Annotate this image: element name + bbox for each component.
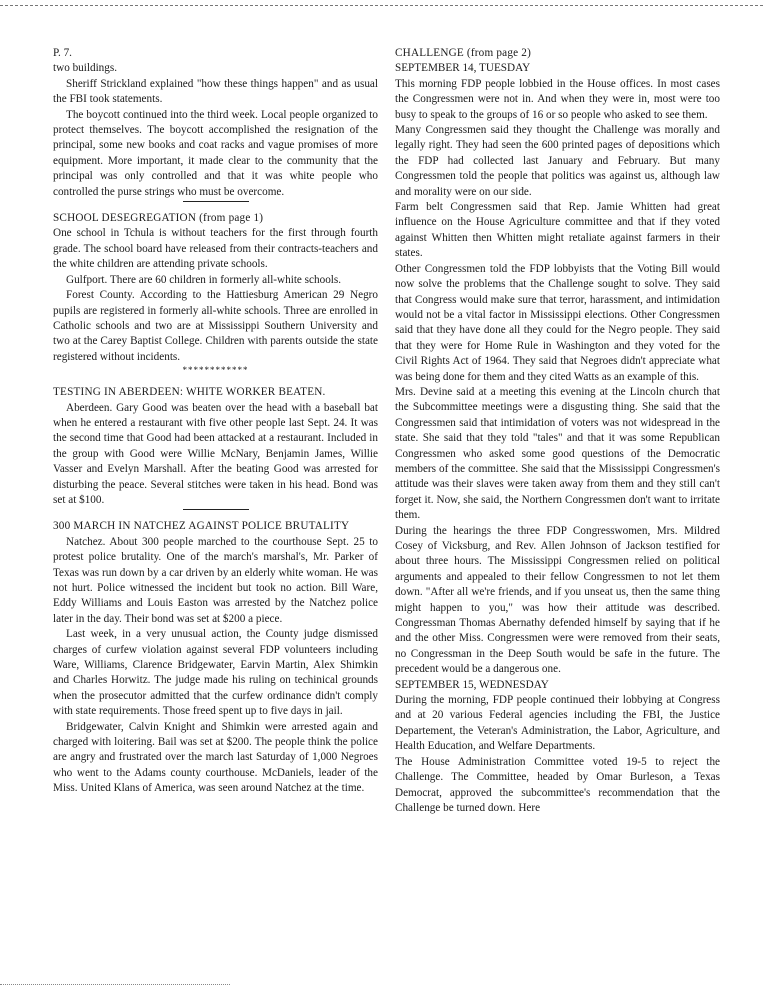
paragraph: The House Administration Committee voted 19-5 to reject the Challenge. The Committee, headed by Omar Burleson, a Texas Democrat, approved the subcommittee's recommendation that the Challenge be turned down. Here: [395, 755, 720, 814]
paragraph: Many Congressmen said they thought the Challenge was morally and legally right. They had seen the 600 printed pages of depositions which the FDP had collected last January and February. But many Congressmen told the people that politics was against us, although law and morality were on our side.: [395, 124, 720, 198]
paragraph: The boycott continued into the third week. Local people organized to protect themselves. The boycott accomplished the resignation of the principal, some new books and coat racks and vague promises of more equipment. More important, it made clear to the community that the principal was only controlled and that it was white people who controlled the purse strings who must be overcome.: [53, 108, 378, 198]
challenge-heading: CHALLENGE (from page 2): [395, 47, 532, 59]
paragraph: Bridgewater, Calvin Knight and Shimkin were arrested again and charged with loitering. Bail was set at $200. The people think the police are angry and frustrated over the march last Saturday of 1,000 Negroes who went to the Adams county courthouse. McDaniels, leader of the Miss. United Klans of America, was seen around Natchez at the time.: [53, 720, 378, 795]
paragraph: Sheriff Strickland explained "how these things happen" and as usual the FBI took statements.: [53, 77, 378, 106]
bottom-rule: [0, 984, 230, 985]
date-heading: SEPTEMBER 14, TUESDAY: [395, 62, 531, 75]
paragraph: Gulfport. There are 60 children in formerly all-white schools.: [66, 273, 342, 286]
paragraph: Natchez. About 300 people marched to the courthouse Sept. 25 to protest police brutality. One of the march's marshal's, Mr. Parker of Texas was run down by a car driven by an elderly white woman. He was not hurt. Police witnessed the incident but took no action. Bill Ware, Eddy Williams and Louis Easton was arrested by the Natchez police later in the day. Their bond was set at $200 a piece.: [53, 535, 378, 625]
page-number: P. 7.: [53, 47, 72, 59]
paragraph: During the morning, FDP people continued their lobbying at Congress and at 20 various Federal agencies including the FBI, the Justice Departement, the Veteran's Administration, the Labor, Agriculture, and Health Education, and Welfare Departments.: [395, 694, 720, 753]
divider-line: [183, 509, 249, 510]
paragraph: During the hearings the three FDP Congresswomen, Mrs. Mildred Cosey of Vicksburg, and Rev. Allen Johnson of Jackson testified for about three hours. The Mississippi Congressmen relied on political arguments and appealed to their fellow Congressmen to not let them down. "After all we're friends, and if you unseat us, then the same thing might happen to you," was how their attitude was described. Congressman Thomas Abernathy defended himself by saying that if he and the other Miss. Congressmen were were removed from their seats, no Congressman in the Deep South would be safe in the future. The precedent would be a dangerous one.: [395, 524, 720, 676]
star-divider: ************: [182, 365, 249, 376]
divider-line: [183, 201, 249, 202]
paragraph: This morning FDP people lobbied in the House offices. In most cases the Congressmen were not in. And when they were in, most were too busy to speak to the groups of 16 or so people who asked to see them.: [395, 77, 720, 121]
right-column: [395, 46, 720, 816]
paragraph: Farm belt Congressmen said that Rep. Jamie Whitten had great influence on the House Agriculture committee and that if they voted against Whitten then Whitten might retaliate against farmers in their states.: [395, 201, 720, 260]
paragraph: Mrs. Devine said at a meeting this evening at the Lincoln church that the Subcommittee meetings were a disgusting thing. She said that the Congressmen said that intimidation of voters was not widespread in the state. She said that they told "tales" and that it was some Republican Congressmen who asked some good questions of the Democratic members of the committee. She said that the Mississippi Congressmen's attitude was their slaves were taken away from them and they still can't forget it. Now, she said, the Northern Congressmen don't want to irritate them.: [395, 385, 720, 522]
aberdeen-heading: TESTING IN ABERDEEN: WHITE WORKER BEATEN.: [53, 386, 326, 399]
paragraph: two buildings.: [53, 62, 118, 75]
natchez-heading: 300 MARCH IN NATCHEZ AGAINST POLICE BRUTALITY: [53, 520, 350, 533]
paragraph: One school in Tchula is without teachers for the first through fourth grade. The school board have released from their contracts-teachers and the white children are attending private schools.: [53, 227, 378, 271]
school-desegregation-heading: SCHOOL DESEGREGATION (from page 1): [53, 212, 264, 225]
top-rule: [0, 5, 763, 6]
paragraph: Aberdeen. Gary Good was beaten over the head with a baseball bat when he entered a restaurant with five other people last Sept. 24. It was the second time that Good had been attacked at a restaurant. Included in the group with Good were Willie McNary, Benjamin James, Willie Vasser and Evelyn Marshall. After the beating Good was arrested for disturbing the peace. Several stitches were taken in his head. Bond was set at $100.: [53, 401, 378, 506]
paragraph: Forest County. According to the Hattiesburg American 29 Negro pupils are registered in formerly all-white schools. Three are enrolled in Catholic schools and two are at Mississippi Southern University and two at the Carey Baptist College. Children with parents outside the state registered without incidents.: [53, 289, 378, 363]
date-heading: SEPTEMBER 15, WEDNESDAY: [395, 678, 549, 691]
paragraph: Last week, in a very unusual action, the County judge dismissed charges of curfew violation against several FDP volunteers including Ware, Williams, Clarence Bridgewater, Earvin Martin, Alex Shimkin and Charles Horwitz. The judge made his ruling on techinical grounds when the prosecutor admitted that the curfew ordinance didn't comply with state requirements. Those freed spent up to five days in jail.: [53, 628, 378, 718]
paragraph: Other Congressmen told the FDP lobbyists that the Voting Bill would now solve the problems that the Challenge sought to solve. They said that Congress would make sure that terror, harassment, and intimidation would not be a vital factor in Mississippi elections. Other Congressmen said that they have done all they could for the Negro people. They said that they were for Home Rule in Washington and they voted for the Civil Rights Act of 1964. They said that Negroes didn't appreciate what was being done for them and they cited Watts as an example of this.: [395, 262, 720, 383]
left-column: [53, 46, 378, 797]
